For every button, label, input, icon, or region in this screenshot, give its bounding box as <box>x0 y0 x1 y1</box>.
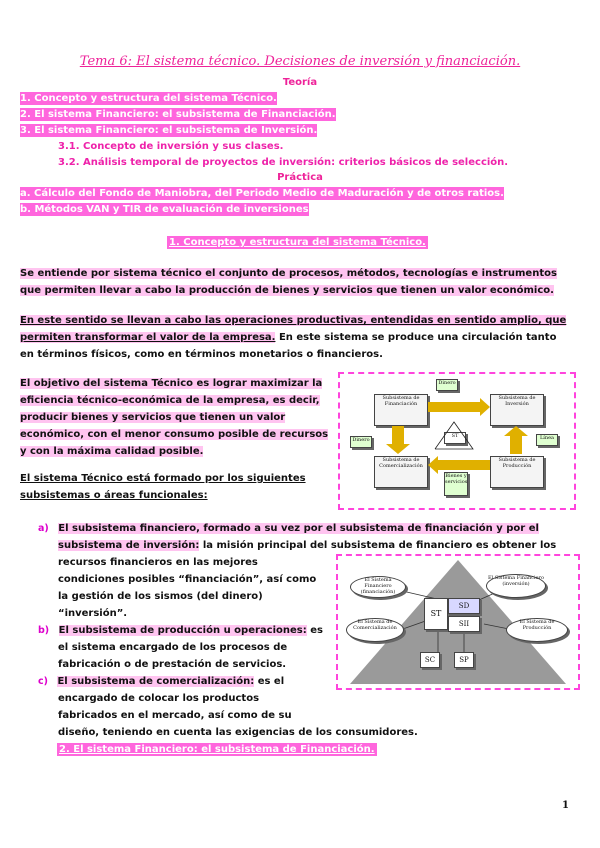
practice-item-b: b. Métodos VAN y TIR de evaluación de inversiones <box>20 204 309 215</box>
toc-item-1: 1. Concepto y estructura del sistema Técnico. <box>20 93 277 104</box>
practice-heading: Práctica <box>277 172 323 183</box>
list-c-rest: es el <box>254 676 285 687</box>
paragraph-1-line-1: Se entiende por sistema técnico el conjunto de procesos, métodos, tecnologías e instrumentos <box>20 268 557 279</box>
list-b-rest: es <box>306 625 323 636</box>
arrow-up-icon <box>504 426 528 454</box>
diagram-production-box: Subsistema de Producción <box>490 456 544 488</box>
list-c-line-4: diseño, teniendo en cuenta las exigencias de los consumidores. <box>58 727 418 738</box>
paragraph-3 <box>20 375 328 460</box>
paragraph-2-highlight: permiten transformar el valor de la empresa. <box>20 332 276 343</box>
technical-system-diagram <box>338 372 576 510</box>
paragraph-1-line-2: que permiten llevar a cabo la producción de bienes y servicios que tienen un valor económico. <box>20 285 554 296</box>
paragraph-3-line-4: económico, con el menor consumo posible de recursos <box>20 429 329 440</box>
list-a-line-3: recursos financieros en las mejores <box>58 557 258 568</box>
paragraph-4-line-1: El sistema Técnico está formado por los siguientes <box>20 473 306 484</box>
list-marker-a: a) <box>38 523 49 534</box>
paragraph-4 <box>20 470 306 504</box>
practice-item-a: a. Cálculo del Fondo de Maniobra, del Periodo Medio de Maduración y de otros ratios. <box>20 188 504 199</box>
list-a-line-4: condiciones posibles “financiación”, así como <box>58 574 317 585</box>
paragraph-2 <box>20 312 566 363</box>
diagram2-sp-box: SP <box>454 652 474 668</box>
diagram-line-box: Línea <box>536 434 558 446</box>
diagram2-investment-ellipse: El Sistema Financiero (inversión) <box>486 574 546 598</box>
paragraph-3-line-3: producir bienes y servicios que tienen un valor <box>20 412 286 423</box>
toc-item-3: 3. El sistema Financiero: el subsistema de Inversión. <box>20 125 318 136</box>
toc-item-2: 2. El sistema Financiero: el subsistema de Financiación. <box>20 109 336 120</box>
list-marker-b: b) <box>38 625 50 636</box>
diagram-goods-box: Bienes y servicios <box>444 472 468 496</box>
list-b-highlight: El subsistema de producción u operaciones: <box>58 625 307 636</box>
page-number: 1 <box>562 800 569 811</box>
diagram-financing-box: Subsistema de Financiación <box>374 394 428 426</box>
section-1-heading: 1. Concepto y estructura del sistema Técnico. <box>169 237 426 248</box>
toc-sub-2: 3.2. Análisis temporal de proyectos de inversión: criterios básicos de selección. <box>58 157 509 168</box>
section-2-heading: 2. El sistema Financiero: el subsistema de Financiación. <box>59 744 375 755</box>
arrow-left-icon <box>428 456 490 474</box>
list-c-highlight: El subsistema de comercialización: <box>57 676 255 687</box>
list-a-line-5: la gestión de los sismos (del dinero) <box>58 591 263 602</box>
list-a-line-6: “inversión”. <box>58 608 128 619</box>
theory-heading: Teoría <box>282 77 318 88</box>
diagram2-production-ellipse: El Sistema de Producción <box>506 618 568 642</box>
subsystems-pyramid-diagram <box>336 554 580 690</box>
paragraph-1 <box>20 265 557 299</box>
paragraph-4-line-2: subsistemas o áreas funcionales: <box>20 490 208 501</box>
list-c-line-3: fabricados en el mercado, así como de su <box>58 710 292 721</box>
arrow-right-icon <box>428 398 490 416</box>
paragraph-2-line-1: En este sentido se llevan a cabo las operaciones productivas, entendidas en sentido amplio, que <box>20 315 567 326</box>
list-marker-c: c) <box>38 676 48 687</box>
list-a-highlight-2: subsistema de inversión: <box>58 540 200 551</box>
diagram-money-top: Dinero <box>436 379 458 391</box>
list-b-line-2: el sistema encargado de los procesos de <box>58 642 288 653</box>
diagram2-sd-box: SD <box>448 598 480 614</box>
diagram-money-left: Dinero <box>350 436 372 448</box>
page-title: Tema 6: El sistema técnico. Decisiones de inversión y financiación. <box>79 54 521 69</box>
paragraph-2-line-2: En este sistema se produce una circulación tanto <box>275 332 557 343</box>
paragraph-3-line-2: eficiencia técnico-económica de la empresa, es decir, <box>20 395 320 406</box>
diagram-commercial-box: Subsistema de Comercialización <box>374 456 428 488</box>
diagram2-sc-box: SC <box>420 652 440 668</box>
toc-sub-1: 3.1. Concepto de inversión y sus clases. <box>58 141 284 152</box>
diagram2-financing-ellipse: El Sistema Financiero (financiación) <box>350 576 406 598</box>
diagram-st-box: ST <box>444 432 466 444</box>
arrow-down-icon <box>386 426 410 454</box>
list-b-line-3: fabricación o de prestación de servicios. <box>58 659 287 670</box>
diagram2-sii-box: SII <box>448 616 480 632</box>
paragraph-2-line-3: en términos físicos, como en términos monetarios o financieros. <box>20 349 383 360</box>
list-a-highlight: El subsistema financiero, formado a su vez por el subsistema de financiación y por el <box>58 523 539 534</box>
diagram-investment-box: Subsistema de Inversión <box>490 394 544 426</box>
diagram-arrows <box>340 374 574 508</box>
diagram2-commercial-ellipse: El Sistema de Comercialización <box>346 618 404 642</box>
paragraph-3-line-1: El objetivo del sistema Técnico es lograr maximizar la <box>20 378 323 389</box>
list-c-line-2: encargado de colocar los productos <box>58 693 260 704</box>
diagram2-st-box: ST <box>424 598 448 630</box>
paragraph-3-line-5: y con la máxima calidad posible. <box>20 446 204 457</box>
list-a-line-2: la misión principal del subsistema de financiero es obtener los <box>199 540 557 551</box>
